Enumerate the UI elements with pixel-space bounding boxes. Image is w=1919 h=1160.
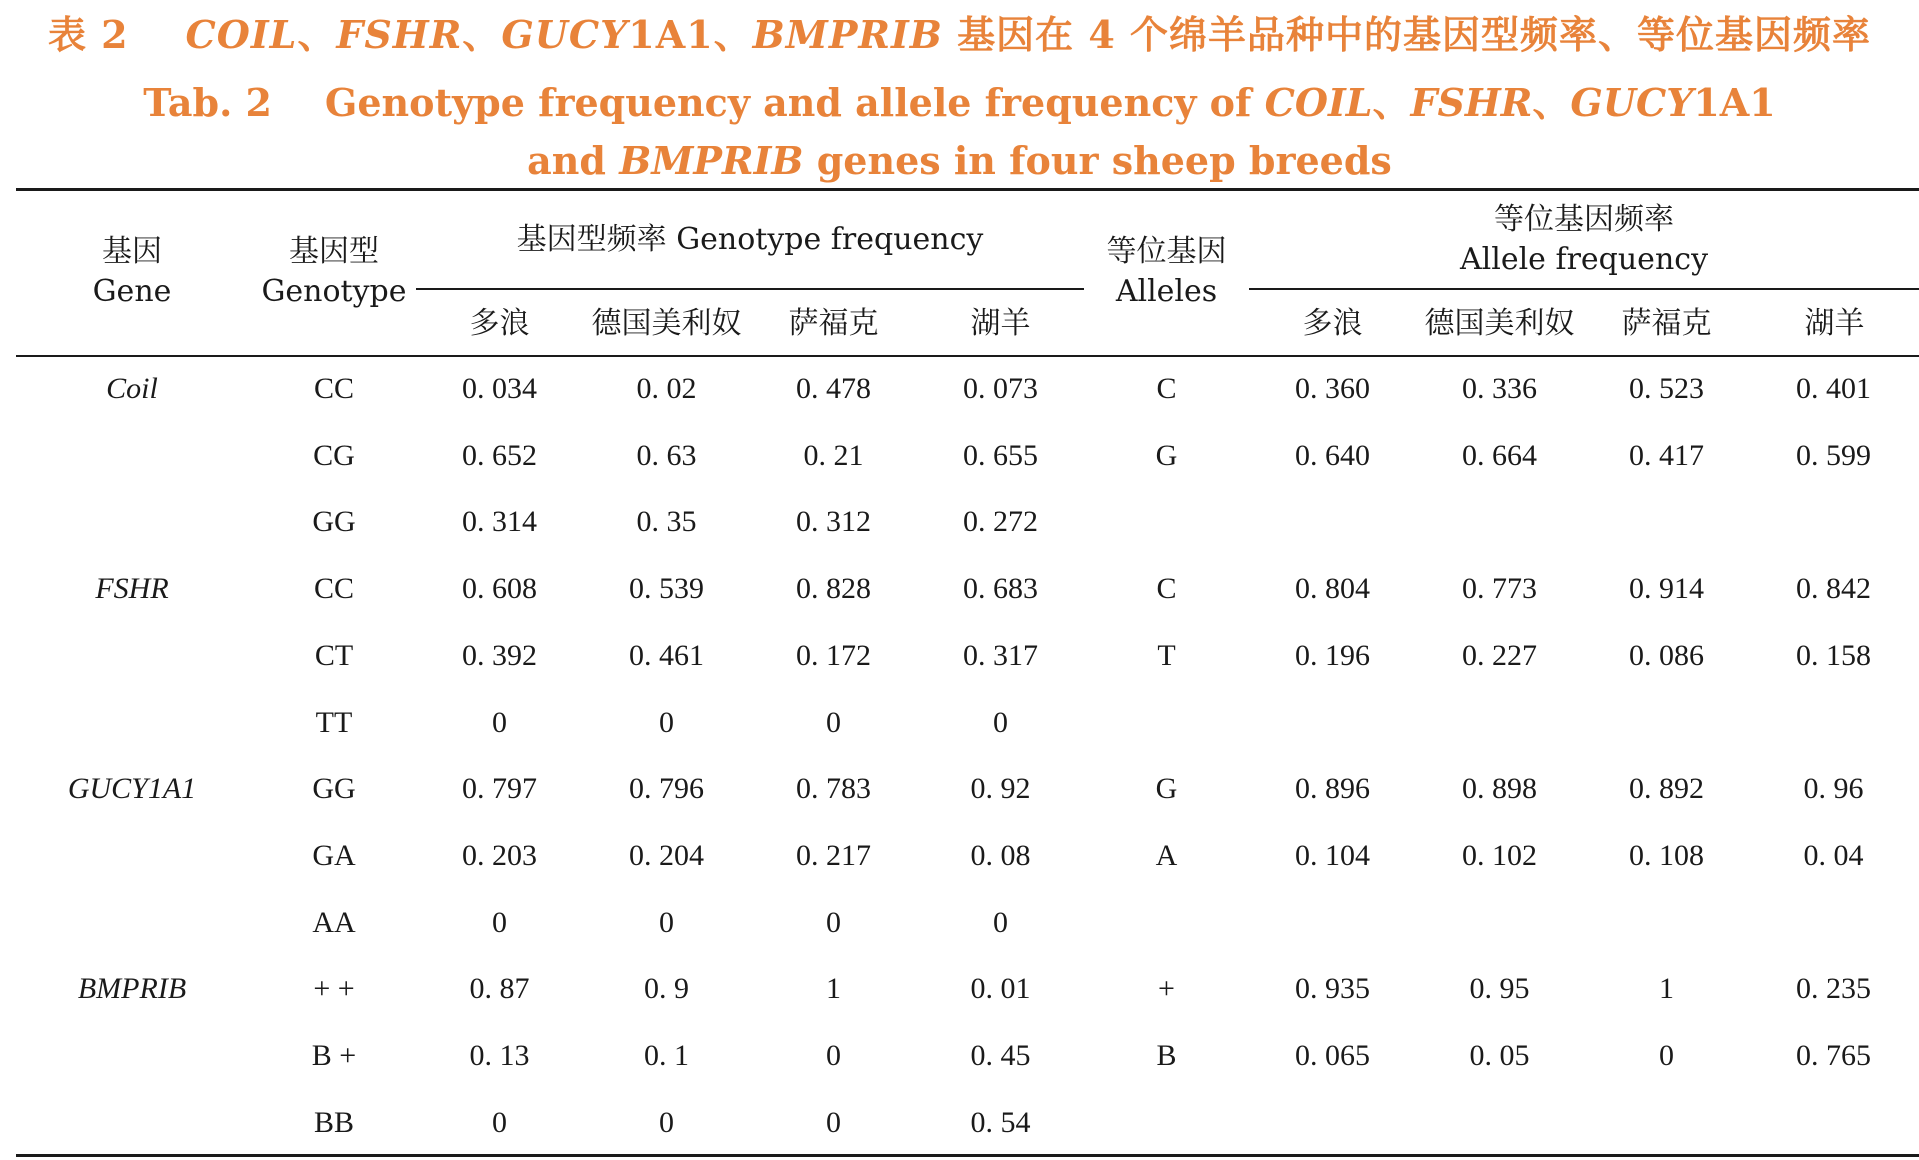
gene-cell: FSHR [95, 572, 169, 605]
allele-frequency-cell: 0. 336 [1462, 372, 1537, 405]
breed-header-german-merino: 德国美利奴 [1424, 306, 1575, 341]
genotype-frequency-cell: 0. 478 [796, 372, 871, 405]
caption-english-line2: and BMPRIB genes in four sheep breeds [527, 138, 1392, 183]
breed-header-hu-sheep: 湖羊 [1804, 306, 1865, 341]
genotype-cell: GG [312, 505, 356, 538]
breed-header-duolang: 多浪 [469, 306, 530, 341]
genotype-frequency-cell: 0 [826, 1106, 841, 1139]
allele-frequency-cell: 0. 417 [1629, 439, 1704, 472]
genotype-frequency-cell: 0. 35 [636, 505, 697, 538]
breed-header-duolang: 多浪 [1302, 306, 1363, 341]
allele-frequency-cell: 1 [1659, 972, 1674, 1005]
genotype-frequency-cell: 0. 314 [462, 505, 537, 538]
genotype-frequency-cell: 0 [826, 706, 841, 739]
genotype-cell: CC [313, 572, 355, 605]
genotype-frequency-cell: 0 [826, 906, 841, 939]
header-allele-frequency: 等位基因频率 Allele frequency [1459, 202, 1709, 277]
breed-header-german-merino: 德国美利奴 [591, 306, 742, 341]
genotype-frequency-cell: 0 [492, 706, 507, 739]
genotype-frequency-cell: 0. 828 [796, 572, 871, 605]
genotype-frequency-cell: 0 [826, 1039, 841, 1072]
genotype-frequency-cell: 0. 01 [970, 972, 1031, 1005]
genotype-frequency-cell: 0. 204 [629, 839, 704, 872]
genotype-frequency-cell: 0. 54 [970, 1106, 1031, 1139]
genotype-frequency-cell: 0. 1 [644, 1039, 689, 1072]
genotype-frequency-cell: 0. 87 [469, 972, 530, 1005]
allele-cell: B [1156, 1039, 1177, 1072]
allele-frequency-cell: 0. 401 [1796, 372, 1871, 405]
allele-frequency-cell: 0. 108 [1629, 839, 1704, 872]
gene-cell: Coil [106, 372, 158, 405]
genotype-frequency-cell: 0. 317 [963, 639, 1038, 672]
genotype-frequency-cell: 0. 13 [469, 1039, 530, 1072]
table-bottom-rule [16, 1154, 1919, 1157]
allele-frequency-cell: 0. 523 [1629, 372, 1704, 405]
breed-header-suffolk: 萨福克 [1621, 306, 1712, 341]
header-genotype: 基因型 Genotype [261, 234, 407, 309]
allele-cell: + [1158, 972, 1175, 1005]
genotype-frequency-cell: 0. 45 [970, 1039, 1031, 1072]
genotype-frequency-cell: 0. 02 [636, 372, 697, 405]
genotype-frequency-cell: 0. 655 [963, 439, 1038, 472]
genotype-frequency-cell: 0 [492, 906, 507, 939]
genotype-frequency-cell: 0. 392 [462, 639, 537, 672]
allele-frequency-cell: 0. 765 [1796, 1039, 1871, 1072]
genotype-frequency-cell: 0. 203 [462, 839, 537, 872]
allele-frequency-cell: 0. 102 [1462, 839, 1537, 872]
allele-cell: G [1155, 772, 1178, 805]
allele-frequency-cell: 0. 664 [1462, 439, 1537, 472]
allele-frequency-cell: 0. 935 [1295, 972, 1370, 1005]
table-top-rule [16, 188, 1919, 191]
genotype-cell: TT [315, 706, 353, 739]
allele-frequency-cell: 0. 227 [1462, 639, 1537, 672]
allele-frequency-cell: 0. 158 [1796, 639, 1871, 672]
allele-frequency-cell: 0. 360 [1295, 372, 1370, 405]
caption-english-line1: Tab. 2 Genotype frequency and allele frequency of COIL、FSHR、GUCY1A1 [143, 80, 1776, 125]
allele-frequency-cell: 0. 95 [1469, 972, 1530, 1005]
allele-frequency-cell: 0. 086 [1629, 639, 1704, 672]
genotype-frequency-cell: 0. 539 [629, 572, 704, 605]
allele-frequency-cell: 0. 640 [1295, 439, 1370, 472]
allele-freq-underline [1249, 288, 1919, 290]
genotype-frequency-cell: 0. 034 [462, 372, 537, 405]
genotype-frequency-cell: 0. 217 [796, 839, 871, 872]
genotype-frequency-cell: 0. 08 [970, 839, 1031, 872]
allele-frequency-cell: 0. 773 [1462, 572, 1537, 605]
genotype-frequency-cell: 0. 92 [970, 772, 1031, 805]
allele-frequency-cell: 0. 96 [1803, 772, 1864, 805]
genotype-frequency-cell: 0. 797 [462, 772, 537, 805]
genotype-cell: B + [311, 1039, 357, 1072]
header-gene: 基因 Gene [92, 234, 172, 309]
genotype-cell: GG [312, 772, 356, 805]
allele-cell: G [1155, 439, 1178, 472]
allele-frequency-cell: 0. 04 [1803, 839, 1864, 872]
allele-frequency-cell: 0. 804 [1295, 572, 1370, 605]
caption-chinese: 表 2 COIL、FSHR、GUCY1A1、BMPRIB 基因在 4 个绵羊品种中的基因型频率、等位基因频率 [47, 12, 1872, 57]
genotype-frequency-cell: 0. 21 [803, 439, 864, 472]
header-bottom-rule [16, 355, 1919, 357]
genotype-cell: CG [313, 439, 355, 472]
allele-frequency-cell: 0. 896 [1295, 772, 1370, 805]
genotype-cell: BB [313, 1106, 355, 1139]
allele-frequency-cell: 0. 05 [1469, 1039, 1530, 1072]
genotype-frequency-cell: 0. 63 [636, 439, 697, 472]
allele-frequency-cell: 0. 898 [1462, 772, 1537, 805]
gene-cell: GUCY1A1 [67, 772, 197, 805]
genotype-frequency-cell: 0. 608 [462, 572, 537, 605]
genotype-frequency-cell: 0. 9 [644, 972, 689, 1005]
allele-frequency-cell: 0. 914 [1629, 572, 1704, 605]
genotype-frequency-cell: 0. 272 [963, 505, 1038, 538]
allele-cell: C [1156, 372, 1177, 405]
header-genotype-frequency: 基因型频率 Genotype frequency [516, 222, 984, 257]
genotype-frequency-cell: 0 [993, 706, 1008, 739]
genotype-frequency-cell: 0. 652 [462, 439, 537, 472]
gene-cell: BMPRIB [77, 972, 187, 1005]
genotype-frequency-cell: 0. 073 [963, 372, 1038, 405]
genotype-frequency-cell: 1 [826, 972, 841, 1005]
genotype-frequency-cell: 0. 683 [963, 572, 1038, 605]
header-alleles: 等位基因 Alleles [1106, 234, 1227, 309]
allele-frequency-cell: 0 [1659, 1039, 1674, 1072]
allele-cell: A [1155, 839, 1178, 872]
allele-frequency-cell: 0. 196 [1295, 639, 1370, 672]
genotype-frequency-cell: 0. 796 [629, 772, 704, 805]
genotype-frequency-cell: 0 [659, 706, 674, 739]
allele-frequency-cell: 0. 599 [1796, 439, 1871, 472]
genotype-frequency-cell: 0. 172 [796, 639, 871, 672]
genotype-frequency-cell: 0 [659, 906, 674, 939]
genotype-cell: CT [314, 639, 354, 672]
breed-header-hu-sheep: 湖羊 [970, 306, 1031, 341]
genotype-frequency-cell: 0. 312 [796, 505, 871, 538]
allele-frequency-cell: 0. 235 [1796, 972, 1871, 1005]
genotype-cell: AA [312, 906, 356, 939]
allele-frequency-cell: 0. 842 [1796, 572, 1871, 605]
allele-frequency-cell: 0. 104 [1295, 839, 1370, 872]
allele-cell: C [1156, 572, 1177, 605]
breed-header-suffolk: 萨福克 [788, 306, 879, 341]
genotype-frequency-cell: 0. 461 [629, 639, 704, 672]
genotype-cell: CC [313, 372, 355, 405]
allele-frequency-cell: 0. 065 [1295, 1039, 1370, 1072]
allele-cell: T [1157, 639, 1176, 672]
genotype-frequency-cell: 0 [492, 1106, 507, 1139]
genotype-cell: + + [313, 972, 355, 1005]
genotype-frequency-cell: 0. 783 [796, 772, 871, 805]
genotype-freq-underline [416, 288, 1084, 290]
genotype-cell: GA [312, 839, 356, 872]
genotype-frequency-cell: 0 [659, 1106, 674, 1139]
genotype-frequency-cell: 0 [993, 906, 1008, 939]
allele-frequency-cell: 0. 892 [1629, 772, 1704, 805]
